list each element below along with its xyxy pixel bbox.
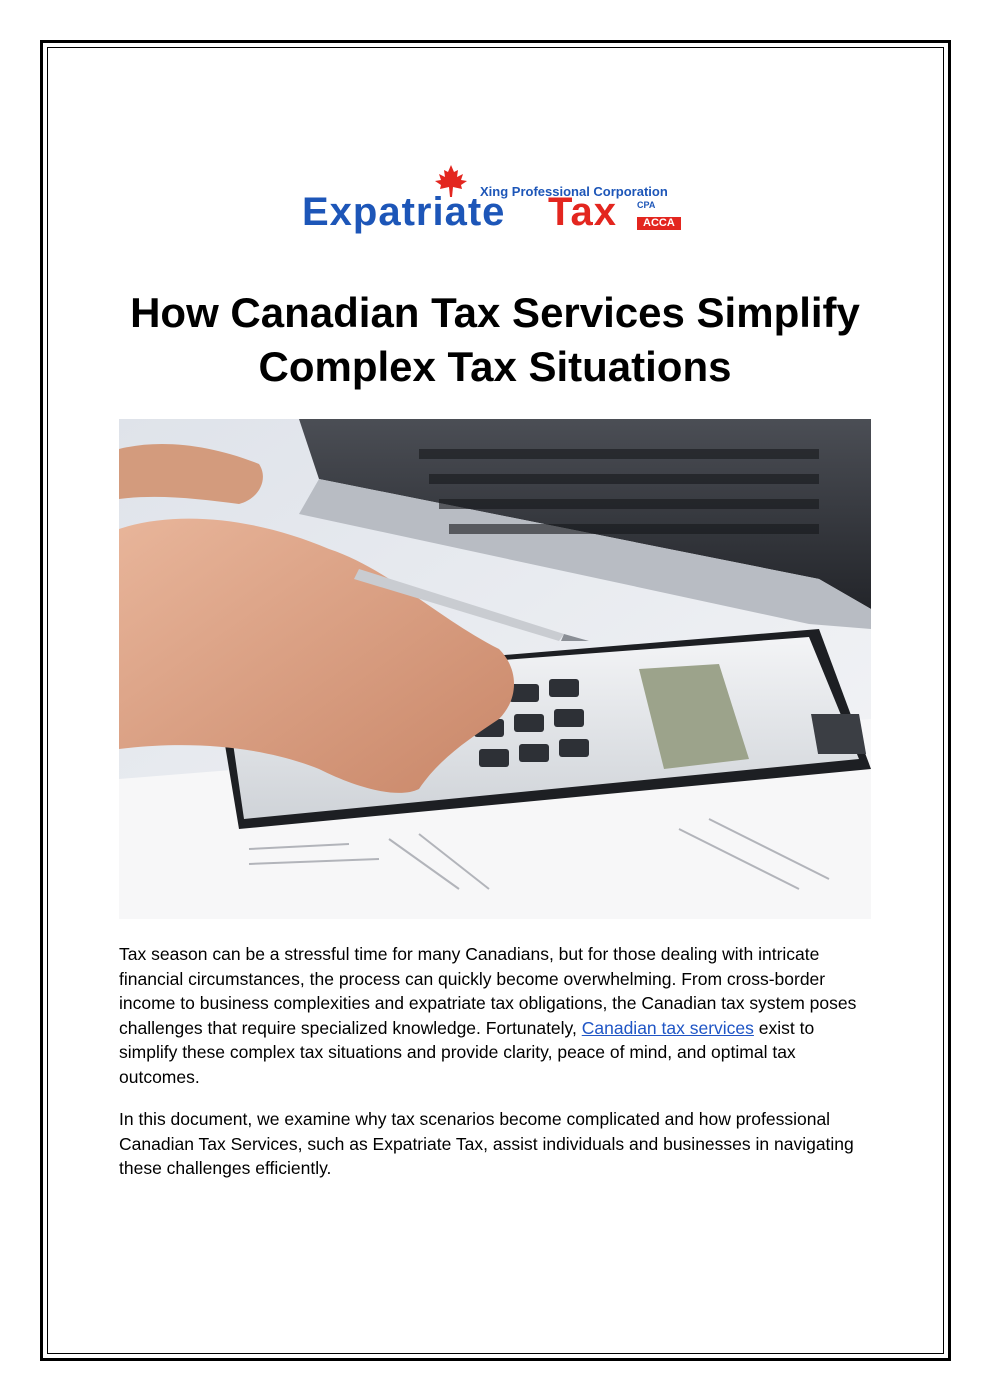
logo-word-expatriate: Expatriate [302,190,506,234]
intro-text-after-link: exist to simplify these complex tax situations and provide clarity, peace of mind, and optimal tax outcomes. [119,1017,815,1087]
title-line-1: How Canadian Tax Services Simplify [130,289,860,336]
logo-badge-acca: ACCA [637,217,681,230]
document-title [100,286,890,394]
intro-text-before-link: Tax season can be a stressful time for many Canadians, but for those dealing with intricate financial circumstances, the process can quickly become overwhelming. From cross-border income to business complexities and expatriate tax obligations, the Canadian tax system poses challenges that require specialized knowledge. Fortunately, [119,944,857,1038]
intro-paragraph [119,942,874,1089]
logo-word-tax: Tax [548,190,617,234]
logo-tagline: Xing Professional Corporation [480,184,668,199]
canadian-tax-services-link[interactable]: Canadian tax services [581,1017,754,1038]
second-paragraph: In this document, we examine why tax scenarios become complicated and how professional Canadian Tax Services, such as Expatriate Tax, assist individuals and businesses in navigating these challenges efficiently. [119,1109,854,1178]
title-line-2: Complex Tax Situations [258,343,732,390]
logo-badge-cpa: CPA [637,200,656,210]
hero-photo-calculator-laptop [119,419,871,919]
company-logo [300,162,690,242]
